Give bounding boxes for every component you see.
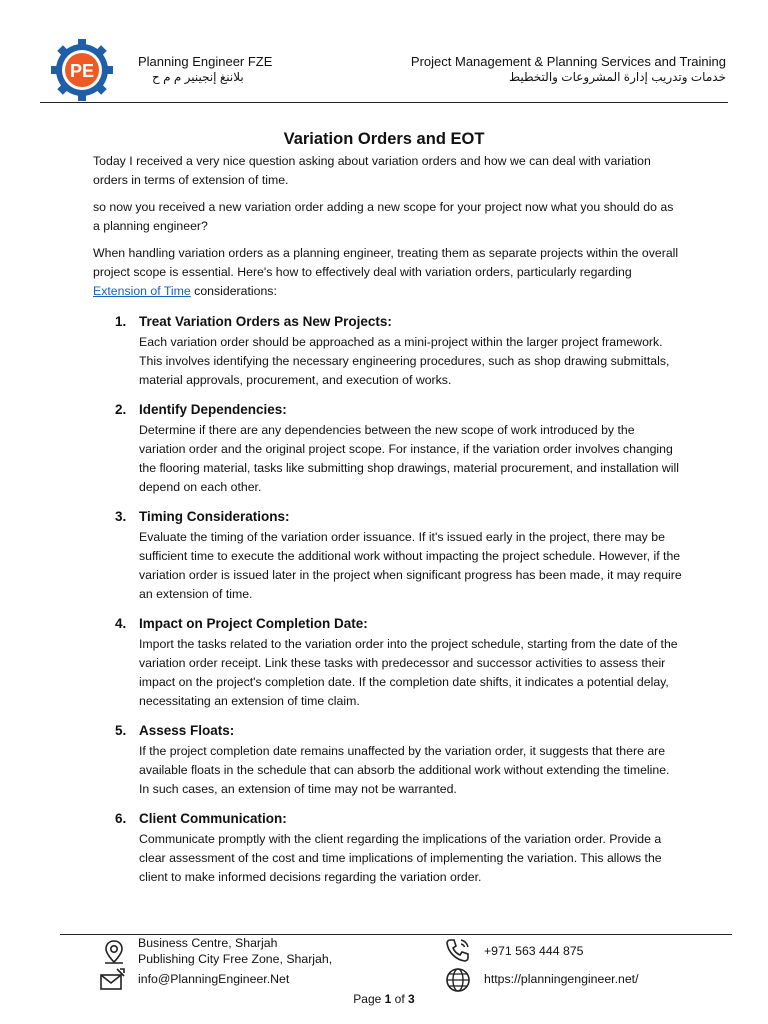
document-body xyxy=(93,152,683,896)
globe-icon xyxy=(444,966,472,994)
page-total: 3 xyxy=(408,992,415,1006)
page-number xyxy=(0,992,768,1006)
list-item xyxy=(93,720,683,799)
item-body: Communicate promptly with the client regarding the implications of the variation order. Provide a clear assessment of the cost and time implications of implementing the variation. This allows the client to make informed decisions regarding the variation order. xyxy=(139,832,662,884)
phone-number[interactable]: +971 563 444 875 xyxy=(484,944,584,958)
item-body: Determine if there are any dependencies between the new scope of work introduced by the variation order and the original project scope. For instance, if the variation order involves changing the flooring material, tasks like submitting shop drawings, material procurement, and installation will depend on each other. xyxy=(139,423,679,494)
item-number: 4. xyxy=(115,616,127,631)
list-item xyxy=(93,399,683,497)
item-number: 2. xyxy=(115,402,127,417)
intro-text-end: considerations: xyxy=(190,284,277,298)
address-line-2: Publishing City Free Zone, Sharjah, xyxy=(138,952,333,966)
intro-paragraph-1: Today I received a very nice question asking about variation orders and how we can deal with variation orders in terms of extension of time. xyxy=(93,154,651,187)
item-number: 5. xyxy=(115,723,127,738)
company-name-arabic: بلاننغ إنجينير م م ح xyxy=(152,70,244,84)
item-body: If the project completion date remains unaffected by the variation order, it suggests that there are available floats in the schedule that can absorb the additional work without extending the timeline. In such cases, an extension of time may not be warranted. xyxy=(139,744,670,796)
page-of: of xyxy=(391,992,409,1006)
item-body: Import the tasks related to the variation order into the project schedule, starting from the date of the variation order receipt. Link these tasks with predecessor and successor activities to assess their impact on the project's completion date. If the completion date shifts, it indicates a potential delay, necessitating an extension of time claim. xyxy=(139,637,678,708)
tagline: Project Management & Planning Services and Training xyxy=(410,54,726,69)
email-icon xyxy=(98,966,126,994)
logo-lettering: PE xyxy=(69,61,95,81)
item-heading: Assess Floats: xyxy=(139,723,235,738)
header-divider xyxy=(40,102,728,103)
list-item xyxy=(93,808,683,887)
extension-of-time-link[interactable]: Extension of Time xyxy=(93,284,191,298)
planning-engineer-logo xyxy=(50,38,114,102)
item-body: Evaluate the timing of the variation order issuance. If it's issued early in the project, there may be sufficient time to execute the additional work without impacting the project schedule. However, if the variation order is issued later in the project when significant progress has been made, it may require an extension of time. xyxy=(139,530,682,601)
tagline-arabic: خدمات وتدريب إدارة المشروعات والتخطيط xyxy=(508,70,726,84)
page-label: Page xyxy=(353,992,385,1006)
item-number: 6. xyxy=(115,811,127,826)
document-title: Variation Orders and EOT xyxy=(283,130,485,148)
list-item xyxy=(93,506,683,604)
item-heading: Identify Dependencies: xyxy=(139,402,287,417)
list-item xyxy=(93,311,683,390)
item-heading: Client Communication: xyxy=(139,811,287,826)
phone-icon xyxy=(444,936,472,964)
item-number: 3. xyxy=(115,509,127,524)
item-heading: Timing Considerations: xyxy=(139,509,290,524)
company-name: Planning Engineer FZE xyxy=(138,54,273,69)
address-line-1: Business Centre, Sharjah xyxy=(138,936,278,950)
item-heading: Impact on Project Completion Date: xyxy=(139,616,368,631)
steps-list xyxy=(93,311,683,887)
item-heading: Treat Variation Orders as New Projects: xyxy=(139,314,392,329)
item-number: 1. xyxy=(115,314,127,329)
list-item xyxy=(93,613,683,711)
email-text[interactable]: info@PlanningEngineer.Net xyxy=(138,972,290,986)
item-body: Each variation order should be approached as a mini-project within the larger project framework. This involves identifying the necessary engineering procedures, such as shop drawing submittals, material approvals, procurement, and execution of works. xyxy=(139,335,670,387)
intro-text: When handling variation orders as a planning engineer, treating them as separate projects within the overall project scope is essential. Here's how to effectively deal with variation orders, particularly regarding xyxy=(93,246,679,279)
website-link[interactable]: https://planningengineer.net/ xyxy=(484,972,639,986)
page-current: 1 xyxy=(384,992,392,1006)
intro-paragraph-3 xyxy=(93,244,683,301)
intro-paragraph-2: so now you received a new variation order adding a new scope for your project now what you should do as a planning engineer? xyxy=(93,200,674,233)
location-pin-icon xyxy=(100,938,128,966)
